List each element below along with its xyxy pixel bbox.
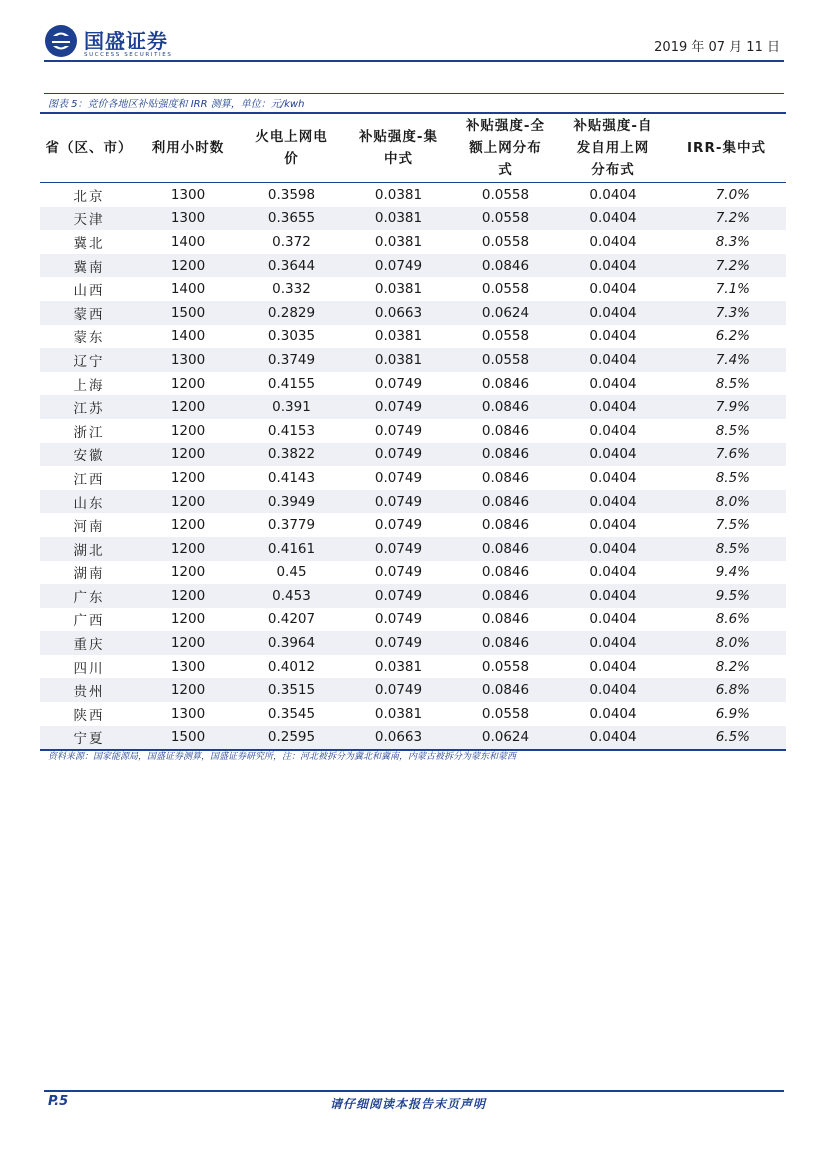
table-cell: 0.0846 xyxy=(481,540,530,557)
table-row xyxy=(40,183,786,207)
table-cell: 0.0404 xyxy=(589,517,637,534)
province-cell: 蒙东 xyxy=(73,330,105,347)
table-cell: 0.0846 xyxy=(481,469,530,486)
table-cell: 0.0749 xyxy=(374,469,423,486)
table-cell: 0.3779 xyxy=(267,517,316,534)
irr-cell: 8.3% xyxy=(715,233,750,250)
table-cell: 1200 xyxy=(170,375,206,392)
table-cell: 1200 xyxy=(170,446,206,463)
table-cell: 1500 xyxy=(170,304,206,321)
page-header xyxy=(44,22,784,64)
province-cell: 冀南 xyxy=(73,259,105,276)
column-header: 省（区、市） xyxy=(45,140,133,156)
table-cell: 0.0663 xyxy=(374,304,423,321)
table-cell: 1300 xyxy=(170,658,206,675)
brand-name-en: SUCCESS SECURITIES xyxy=(84,52,173,58)
table-cell: 0.4161 xyxy=(267,540,316,557)
table-cell: 0.0558 xyxy=(481,705,530,722)
table-row xyxy=(40,466,786,490)
irr-cell: 7.2% xyxy=(715,210,750,227)
table-cell: 0.0404 xyxy=(589,257,637,274)
table-cell: 0.0558 xyxy=(481,351,530,368)
table-cell: 1200 xyxy=(170,564,206,581)
table-cell: 1400 xyxy=(170,233,206,250)
footer-divider xyxy=(44,1090,784,1092)
table-cell: 0.0846 xyxy=(481,375,530,392)
irr-cell: 7.2% xyxy=(715,257,750,274)
table-cell: 0.3545 xyxy=(267,705,316,722)
province-cell: 安徽 xyxy=(73,448,105,465)
table-cell: 1200 xyxy=(170,399,206,416)
table-cell: 1200 xyxy=(170,611,206,628)
province-cell: 辽宁 xyxy=(73,353,105,370)
irr-cell: 8.6% xyxy=(715,611,750,628)
table-cell: 0.0749 xyxy=(374,587,423,604)
table-cell: 1300 xyxy=(170,210,206,227)
table-cell: 0.0404 xyxy=(589,587,637,604)
table-cell: 0.0404 xyxy=(589,328,637,345)
table-cell: 0.0846 xyxy=(481,257,530,274)
table-cell: 0.0846 xyxy=(481,564,530,581)
table-cell: 0.0404 xyxy=(589,635,637,652)
province-cell: 河南 xyxy=(73,519,105,536)
table-cell: 0.0404 xyxy=(589,399,637,416)
table-row xyxy=(40,513,786,537)
table-cell: 0.0381 xyxy=(374,210,423,227)
table-cell: 0.0749 xyxy=(374,540,423,557)
table-cell: 0.0404 xyxy=(589,540,637,557)
header-divider xyxy=(44,60,784,62)
table-row xyxy=(40,301,786,325)
irr-cell: 9.5% xyxy=(715,587,750,604)
table-cell: 0.3035 xyxy=(267,328,316,345)
table-cell: 0.0558 xyxy=(481,210,530,227)
table-cell: 0.0404 xyxy=(589,446,637,463)
table-cell: 0.372 xyxy=(272,233,311,250)
column-header: 补贴强度-集 中式 xyxy=(358,129,439,167)
province-cell: 山东 xyxy=(73,495,105,512)
irr-cell: 7.1% xyxy=(715,281,750,298)
table-cell: 0.0749 xyxy=(374,422,423,439)
table-cell: 0.2595 xyxy=(267,729,316,746)
table-cell: 0.391 xyxy=(272,399,311,416)
table-cell: 0.0846 xyxy=(481,611,530,628)
table-cell: 1300 xyxy=(170,186,206,203)
irr-cell: 8.0% xyxy=(715,493,750,510)
table-row xyxy=(40,443,786,467)
table-cell: 0.0749 xyxy=(374,635,423,652)
table-cell: 0.3749 xyxy=(267,351,316,368)
irr-cell: 6.8% xyxy=(715,682,750,699)
brand-logo xyxy=(44,24,204,62)
table-cell: 0.45 xyxy=(276,564,307,581)
table-cell: 0.2829 xyxy=(267,304,316,321)
subsidy-irr-table xyxy=(40,112,786,751)
table-row xyxy=(40,372,786,396)
table-cell: 0.0624 xyxy=(481,304,530,321)
table-cell: 0.0381 xyxy=(374,186,423,203)
table-cell: 0.0749 xyxy=(374,564,423,581)
table-cell: 0.0404 xyxy=(589,351,637,368)
caption-divider xyxy=(44,93,784,94)
table-cell: 0.0846 xyxy=(481,635,530,652)
table-header-row xyxy=(40,114,786,183)
column-header: IRR-集中式 xyxy=(687,140,766,156)
table-row xyxy=(40,348,786,372)
table-cell: 0.0846 xyxy=(481,682,530,699)
table-cell: 0.0381 xyxy=(374,281,423,298)
table-cell: 0.0404 xyxy=(589,281,637,298)
irr-cell: 7.5% xyxy=(715,517,750,534)
province-cell: 重庆 xyxy=(73,637,105,654)
table-cell: 0.3644 xyxy=(267,257,316,274)
table-cell: 1400 xyxy=(170,328,206,345)
table-cell: 0.0404 xyxy=(589,210,637,227)
table-cell: 0.0404 xyxy=(589,729,637,746)
table-cell: 0.0404 xyxy=(589,186,637,203)
table-cell: 1300 xyxy=(170,351,206,368)
irr-cell: 8.5% xyxy=(715,469,750,486)
table-cell: 0.0749 xyxy=(374,375,423,392)
irr-cell: 8.5% xyxy=(715,375,750,392)
province-cell: 蒙西 xyxy=(73,306,105,323)
table-cell: 1200 xyxy=(170,540,206,557)
irr-cell: 8.5% xyxy=(715,540,750,557)
table-row xyxy=(40,419,786,443)
table-cell: 0.0381 xyxy=(374,658,423,675)
table-row xyxy=(40,207,786,231)
table-cell: 0.0749 xyxy=(374,446,423,463)
table-row xyxy=(40,631,786,655)
table-cell: 0.0558 xyxy=(481,233,530,250)
table-cell: 0.4143 xyxy=(267,469,316,486)
table-cell: 0.3598 xyxy=(267,186,316,203)
irr-cell: 7.9% xyxy=(715,399,750,416)
table-cell: 1200 xyxy=(170,682,206,699)
table-cell: 0.0663 xyxy=(374,729,423,746)
column-header: 补贴强度-全 额上网分布 式 xyxy=(465,118,546,178)
table-cell: 0.0404 xyxy=(589,564,637,581)
irr-cell: 6.9% xyxy=(715,705,750,722)
footer-disclaimer: 请仔细阅读本报告末页声明 xyxy=(330,1097,487,1111)
table-cell: 0.0404 xyxy=(589,682,637,699)
irr-cell: 8.2% xyxy=(715,658,750,675)
page-number: P.5 xyxy=(48,1094,69,1109)
table-cell: 0.0381 xyxy=(374,705,423,722)
table-cell: 0.0846 xyxy=(481,517,530,534)
table-cell: 0.453 xyxy=(272,587,311,604)
table-cell: 0.0846 xyxy=(481,422,530,439)
table-cell: 0.0404 xyxy=(589,233,637,250)
table-cell: 0.0846 xyxy=(481,587,530,604)
table-cell: 0.3655 xyxy=(267,210,316,227)
table-cell: 1400 xyxy=(170,281,206,298)
column-header: 补贴强度-自 发自用上网 分布式 xyxy=(573,118,653,178)
table-body xyxy=(40,183,786,749)
irr-cell: 7.6% xyxy=(715,446,750,463)
table-cell: 0.0846 xyxy=(481,446,530,463)
province-cell: 山西 xyxy=(73,283,105,300)
table-row xyxy=(40,584,786,608)
table-row xyxy=(40,254,786,278)
province-cell: 天津 xyxy=(73,212,105,229)
province-cell: 湖南 xyxy=(73,566,105,583)
table-cell: 1200 xyxy=(170,257,206,274)
table-caption: 图表 5：竞价各地区补贴强度和 IRR 测算，单位：元/kwh xyxy=(48,99,305,110)
province-cell: 广东 xyxy=(73,589,105,606)
table-row xyxy=(40,655,786,679)
table-cell: 0.0381 xyxy=(374,233,423,250)
table-cell: 0.4155 xyxy=(267,375,316,392)
table-row xyxy=(40,395,786,419)
table-cell: 0.0404 xyxy=(589,375,637,392)
table-row xyxy=(40,325,786,349)
brand-name-cn: 国盛证券 xyxy=(84,29,168,53)
table-row xyxy=(40,608,786,632)
table-cell: 1200 xyxy=(170,422,206,439)
table-cell: 0.4153 xyxy=(267,422,316,439)
column-header: 火电上网电 价 xyxy=(255,129,328,167)
table-cell: 0.0558 xyxy=(481,186,530,203)
table-cell: 1200 xyxy=(170,587,206,604)
table-cell: 0.0749 xyxy=(374,399,423,416)
table-row xyxy=(40,230,786,254)
province-cell: 贵州 xyxy=(73,684,105,701)
province-cell: 广西 xyxy=(73,613,105,630)
irr-cell: 6.2% xyxy=(715,328,750,345)
table-cell: 1500 xyxy=(170,729,206,746)
table-cell: 0.0624 xyxy=(481,729,530,746)
table-cell: 0.0381 xyxy=(374,328,423,345)
table-cell: 0.0749 xyxy=(374,682,423,699)
table-cell: 0.0558 xyxy=(481,658,530,675)
table-cell: 0.0749 xyxy=(374,257,423,274)
province-cell: 湖北 xyxy=(73,542,105,559)
source-note: 资料来源：国家能源局，国盛证券测算，国盛证券研究所，注：河北被拆分为冀北和冀南，内蒙古被拆分为蒙东和蒙西 xyxy=(48,752,517,762)
table-cell: 0.0404 xyxy=(589,304,637,321)
table-cell: 1200 xyxy=(170,517,206,534)
table-cell: 0.0404 xyxy=(589,469,637,486)
irr-cell: 9.4% xyxy=(715,564,750,581)
province-cell: 四川 xyxy=(73,660,105,677)
table-cell: 0.332 xyxy=(272,281,311,298)
irr-cell: 7.0% xyxy=(715,186,750,203)
table-row xyxy=(40,702,786,726)
irr-cell: 8.5% xyxy=(715,422,750,439)
table-row xyxy=(40,678,786,702)
table-cell: 0.0381 xyxy=(374,351,423,368)
table-cell: 0.3822 xyxy=(267,446,316,463)
table-cell: 0.0404 xyxy=(589,493,637,510)
table-cell: 0.4012 xyxy=(267,658,316,675)
table-cell: 0.3964 xyxy=(267,635,316,652)
province-cell: 陕西 xyxy=(73,707,105,724)
irr-cell: 7.3% xyxy=(715,304,750,321)
irr-cell: 6.5% xyxy=(715,729,750,746)
table-cell: 1200 xyxy=(170,493,206,510)
table-cell: 0.0404 xyxy=(589,422,637,439)
table-cell: 0.0558 xyxy=(481,328,530,345)
province-cell: 北京 xyxy=(73,188,105,205)
table-cell: 0.0404 xyxy=(589,658,637,675)
province-cell: 浙江 xyxy=(73,424,105,441)
table-row xyxy=(40,277,786,301)
table-cell: 0.4207 xyxy=(267,611,316,628)
table-cell: 0.0846 xyxy=(481,493,530,510)
table-cell: 0.0404 xyxy=(589,705,637,722)
province-cell: 冀北 xyxy=(73,235,105,252)
table-cell: 0.0558 xyxy=(481,281,530,298)
table-row xyxy=(40,490,786,514)
table-row xyxy=(40,561,786,585)
table-row xyxy=(40,726,786,750)
irr-cell: 7.4% xyxy=(715,351,750,368)
table-cell: 0.0749 xyxy=(374,611,423,628)
table-cell: 0.0749 xyxy=(374,493,423,510)
table-cell: 0.3515 xyxy=(267,682,316,699)
table-cell: 0.0749 xyxy=(374,517,423,534)
table-cell: 1200 xyxy=(170,635,206,652)
table-cell: 1300 xyxy=(170,705,206,722)
province-cell: 江西 xyxy=(73,471,105,488)
report-date: 2019 年 07 月 11 日 xyxy=(654,40,780,55)
province-cell: 江苏 xyxy=(73,401,105,418)
table-cell: 0.0846 xyxy=(481,399,530,416)
province-cell: 宁夏 xyxy=(73,731,105,748)
table-cell: 0.0404 xyxy=(589,611,637,628)
table-row xyxy=(40,537,786,561)
column-header: 利用小时数 xyxy=(151,140,225,156)
province-cell: 上海 xyxy=(73,377,105,394)
brand-logo-icon xyxy=(44,24,78,58)
table-cell: 1200 xyxy=(170,469,206,486)
irr-cell: 8.0% xyxy=(715,635,750,652)
table-cell: 0.3949 xyxy=(267,493,316,510)
